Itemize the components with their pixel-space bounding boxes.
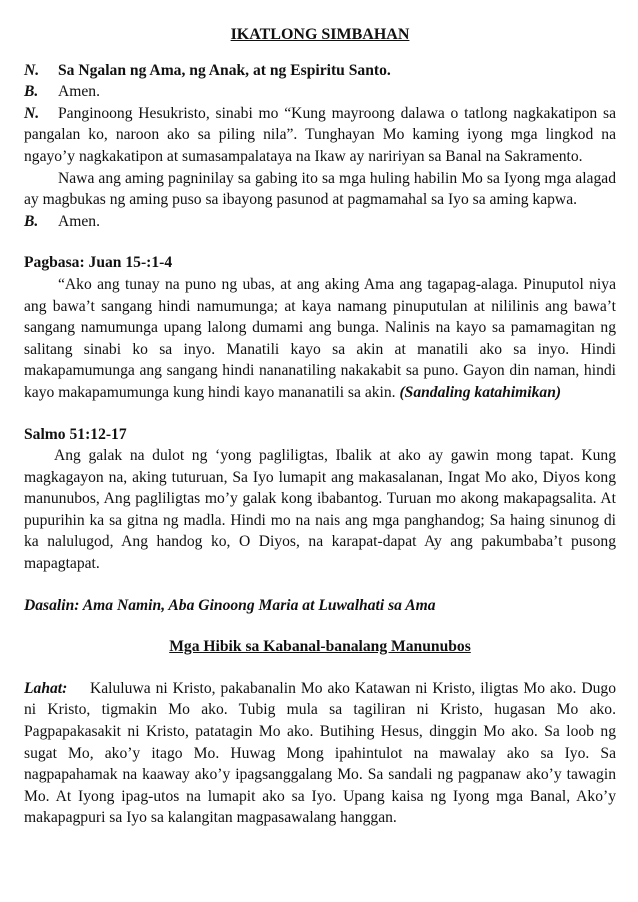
prayer-paragraph xyxy=(24,103,616,168)
response-label: B. xyxy=(24,212,39,230)
psalm-text: Ang galak na dulot ng ‘yong pagliligtas, Ibalik at ako ay gawin mong tapat. Kung magkagayon na, aking tuturuan, Sa Iyo lumapit ang makasalanan, Ingat Mo ako, Diyos kong manunubos, Ang pagliligtas mo’y galak kong ibabantog. Turuan mo akong makapagsalita. At pupurihin ka sa gitna ng madla. Hindi mo na nais ang mga panghandog; Sa haing sinunog di ka nalulugod, Ang handog ko, O Diyos, na karapat-dapat Ay ang pakumbaba’t pusong mapagtapat. xyxy=(24,447,616,573)
prayer-continuation: Nawa ang aming pagninilay sa gabing ito sa mga huling habilin Mo sa Iyong mga alagad ay magbukas ng aming puso sa ibayong pasunod at pagmamahal sa Iyo sa aming kapwa. xyxy=(24,169,616,209)
document-title: IKATLONG SIMBAHAN xyxy=(230,26,410,43)
reading-heading: Pagbasa: Juan 15-:1-4 xyxy=(24,254,173,272)
opening-text: Sa Ngalan ng Ama, ng Anak, at ng Espiritu Santo. xyxy=(58,61,391,79)
psalm-heading: Salmo 51:12-17 xyxy=(24,425,127,443)
hibik-title: Mga Hibik sa Kabanal-banalang Manunubos xyxy=(169,638,471,656)
response-label: B. xyxy=(24,83,39,101)
all-prayer-text: Kaluluwa ni Kristo, pakabanalin Mo ako Katawan ni Kristo, iligtas Mo ako. Dugo ni Kristo, tigmakin Mo ako. Tubig mula sa tagiliran ni Kristo, hugasan Mo ako. Pagpapakasakit ni Kristo, patatagin Mo ako. Butihing Hesus, dinggin Mo ako. Sa loob ng sugat Mo, ako’y itago Mo. Huwag Mong ipahintulot na mawalay ako sa Iyo. Sa nagpapahamak na kaaway ako’y ipagsanggalang Mo. Sa sandali ng pagpanaw ako’y tawagin Mo. At Iyong ipag-utos na lumapit ako sa Iyo. Upang kaisa ng Iyong mga Banal, Ako’y makapagpuri sa Iyo sa kalangitan magpasawalang hanggan. xyxy=(24,679,616,827)
leader-label: N. xyxy=(24,104,40,122)
all-prayer xyxy=(24,678,616,829)
reading-text: “Ako ang tunay na puno ng ubas, at ang aking Ama ang tagapag-alaga. Pinuputol niya ang bawa’t sangang hindi namumunga; at kaya namang pinuputulan at nililinis ang bawa’t sangang namumunga upang lalong dumami ang bunga. Nalinis na kayo sa pamamagitan ng salitang sinabi ko sa inyo. Manatili kayo sa akin at manatili ako sa inyo. Hindi makapamumunga ang sangang hindi nananatiling nakakabit sa puno. Gayon din naman, hindi kayo makapamumunga kung hindi kayo mananatili sa akin. (Sandaling katahimikan) xyxy=(24,275,616,401)
prayers-line: Dasalin: Ama Namin, Aba Ginoong Maria at Luwalhati sa Ama xyxy=(24,596,436,614)
silence-note: (Sandaling katahimikan) xyxy=(399,383,562,401)
response-line xyxy=(24,81,616,103)
opening-line xyxy=(24,60,616,82)
response-text: Amen. xyxy=(58,83,101,101)
response-line xyxy=(24,211,616,233)
document-page xyxy=(24,24,616,829)
all-label: Lahat: xyxy=(24,679,68,697)
prayer-text: Panginoong Hesukristo, sinabi mo “Kung mayroong dalawa o tatlong nagkakatipon sa pangalan ko, naroon ako sa piling nila”. Tunghayan Mo kaming iyong mga lingkod na ngayo’y nagkakatipon at sumasampalataya na Ikaw ay naririyan sa Banal na Sakramento. xyxy=(24,104,616,165)
leader-label: N. xyxy=(24,61,40,79)
response-text: Amen. xyxy=(58,212,101,230)
